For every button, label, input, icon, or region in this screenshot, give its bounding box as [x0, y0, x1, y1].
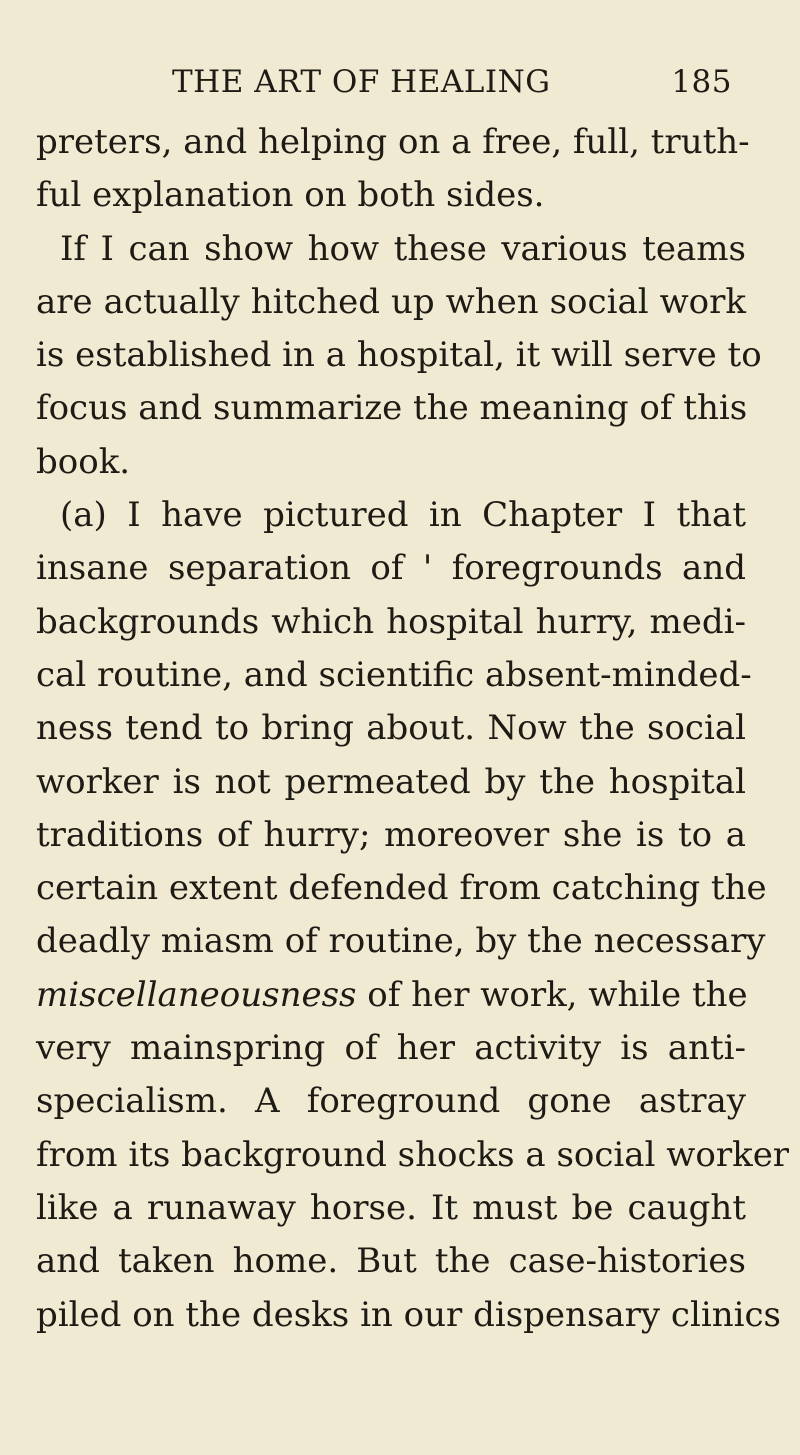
running-header — [172, 60, 732, 104]
text-line: deadly miasm of routine, by the necessary — [36, 921, 766, 962]
text-line: ness tend to bring about. Now the social — [36, 708, 746, 749]
text-line — [36, 969, 746, 1022]
text-line: from its background shocks a social worker — [36, 1134, 790, 1175]
text-line: certain extent defended from catching the — [36, 868, 767, 909]
text-line: is established in a hospital, it will serve to — [36, 335, 762, 376]
text-line: worker is not permeated by the hospital — [36, 761, 746, 802]
text-line: ful explanation on both sides. — [36, 175, 545, 216]
running-title: THE ART OF HEALING — [172, 64, 551, 100]
text-line: piled on the desks in our dispensary clinics — [36, 1294, 781, 1335]
text-line: insane separation of ' foregrounds and — [36, 548, 746, 589]
text-line: specialism. A foreground gone astray — [36, 1081, 746, 1122]
text-line: preters, and helping on a free, full, truth- — [36, 122, 750, 162]
line-rest: of her work, while the — [356, 974, 748, 1015]
text-line: focus and summarize the meaning of this — [36, 388, 748, 429]
text-line: cal routine, and scientific absent-minded- — [36, 654, 752, 695]
text-line: very mainspring of her activity is anti- — [36, 1028, 746, 1069]
italic-word: miscellaneousness — [36, 974, 357, 1015]
page-number: 185 — [671, 64, 732, 100]
text-line: book. — [36, 441, 131, 482]
text-line: and taken home. But the case-histories — [36, 1241, 746, 1282]
text-line: are actually hitched up when social work — [36, 281, 746, 322]
text-line: like a runaway horse. It must be caught — [36, 1187, 746, 1228]
body-text — [36, 116, 790, 1342]
text-line: If I can show how these various teams — [60, 228, 746, 269]
text-line: traditions of hurry; moreover she is to a — [36, 814, 746, 855]
text-line: (a) I have pictured in Chapter I that — [60, 495, 746, 536]
text-line: backgrounds which hospital hurry, medi- — [36, 601, 746, 642]
